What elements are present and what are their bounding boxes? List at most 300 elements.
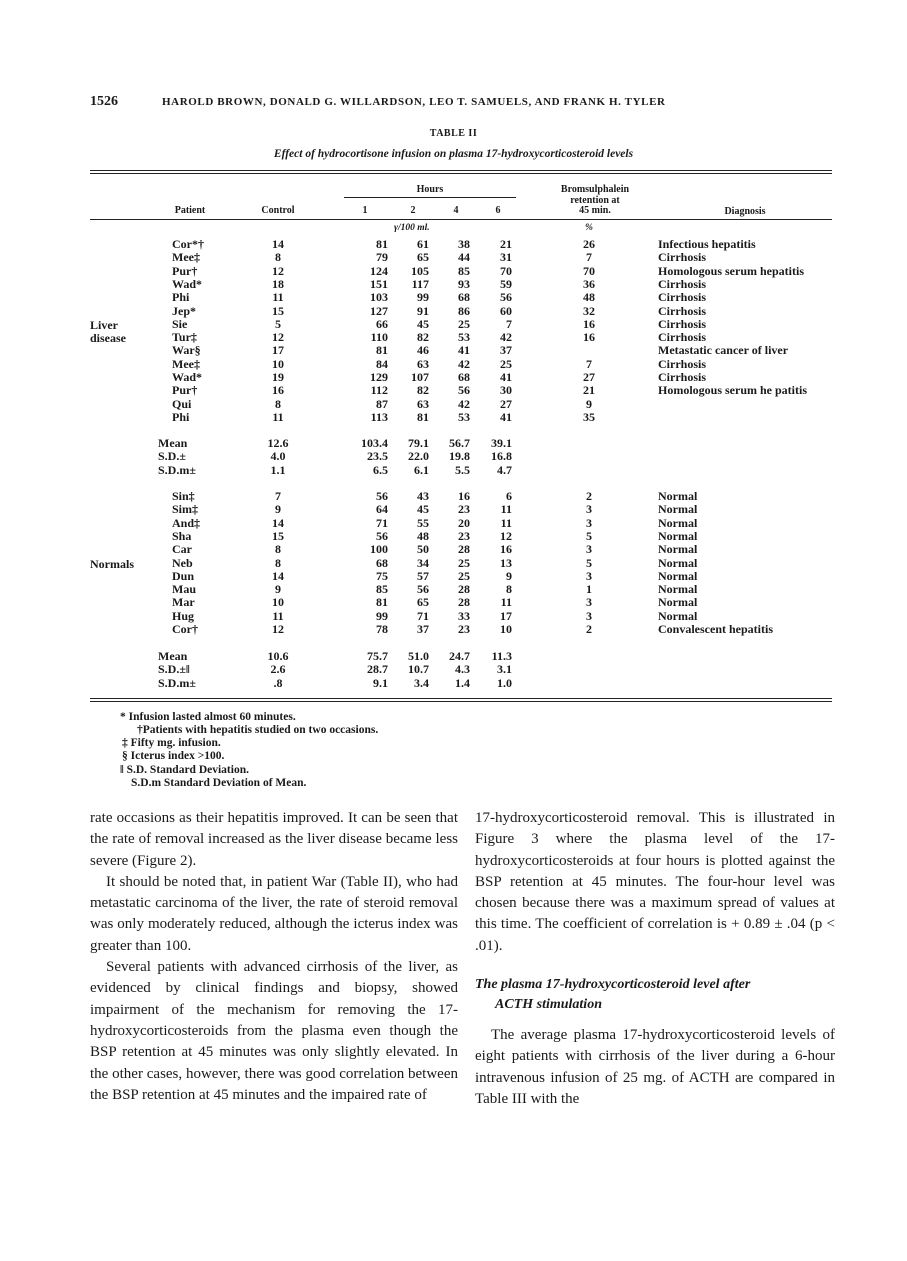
hour-4-cell: 53 (458, 409, 470, 424)
bsp-cell: 32 (583, 303, 595, 318)
hour-1-cell: 81 (376, 343, 388, 358)
table-row (0, 623, 907, 636)
diagnosis-cell: Cirrhosis (658, 316, 706, 331)
diagnosis-cell: Normal (658, 595, 698, 610)
hour-1-cell: 81 (376, 595, 388, 610)
left-paragraph-1: rate occasions as their hepatitis improved. It can be seen that the rate of removal increased as the liver disease became less severe (Figure 2). (90, 810, 458, 869)
hour-1-cell: 85 (376, 582, 388, 597)
bsp-cell: 7 (586, 250, 592, 265)
patient-cell: Phi (172, 290, 190, 305)
hour-4-cell: 68 (458, 290, 470, 305)
bsp-cell: 21 (583, 383, 595, 398)
hour-4-cell: 23 (458, 528, 470, 543)
diagnosis-cell: Normal (658, 608, 698, 623)
table-top-rule-2 (90, 173, 832, 174)
stats-row (0, 464, 907, 477)
hour-2-cell: 61 (417, 237, 429, 251)
hour-2-cell: 45 (417, 316, 429, 331)
header-diagnosis: Diagnosis (724, 206, 766, 217)
stats-row (0, 663, 907, 676)
header-bottom-rule (90, 219, 832, 220)
diagnosis-cell: Convalescent hepatitis (658, 622, 773, 636)
table-row (0, 583, 907, 596)
control-cell: 11 (272, 409, 284, 424)
table-row (0, 251, 907, 264)
patient-cell: Mee‡ (172, 250, 200, 265)
hour-1-cell: 78 (376, 622, 388, 636)
patient-cell: Jep* (172, 303, 196, 318)
hour-2-cell: 79.1 (408, 436, 429, 450)
hour-4-cell: 44 (458, 250, 470, 265)
control-cell: 15 (272, 528, 284, 543)
bsp-cell: 70 (583, 263, 595, 278)
hour-6-cell: 12 (500, 528, 512, 543)
stat-label: S.D.m± (158, 462, 196, 477)
footnote-hepatitis: †Patients with hepatitis studied on two occasions. (137, 724, 379, 736)
bsp-cell: 26 (583, 237, 595, 251)
section-heading (475, 975, 835, 1015)
header-control: Control (261, 205, 295, 216)
patient-cell: Wad* (172, 370, 203, 384)
table-row (0, 570, 907, 583)
header-bsp-line3: 45 min. (579, 205, 611, 216)
header-hours: Hours (416, 184, 444, 195)
hour-6-cell: 17 (500, 608, 512, 623)
table-row (0, 278, 907, 291)
control-cell: 11 (272, 608, 284, 623)
bsp-cell: 3 (586, 608, 592, 623)
diagnosis-cell: Normal (658, 528, 698, 543)
hour-6-cell: 21 (500, 237, 512, 251)
hour-2-cell: 99 (417, 290, 429, 305)
patient-cell: Sha (172, 528, 192, 543)
hour-1-cell: 127 (370, 303, 388, 318)
stats-row (0, 650, 907, 663)
bsp-cell: 16 (583, 330, 595, 345)
hour-6-cell: 41 (500, 370, 512, 384)
bsp-cell: 3 (586, 595, 592, 610)
diagnosis-cell: Normal (658, 542, 698, 557)
hour-2-cell: 43 (417, 489, 429, 503)
header-hour-6: 6 (495, 205, 501, 216)
table-row (0, 596, 907, 609)
hour-4-cell: 28 (458, 542, 470, 557)
hour-6-cell: 6 (506, 489, 512, 503)
control-cell: 12 (272, 330, 284, 345)
hour-1-cell: 68 (376, 555, 388, 570)
bsp-cell: 1 (586, 582, 592, 597)
hour-2-cell: 34 (417, 555, 429, 570)
hour-2-cell: 48 (417, 528, 429, 543)
diagnosis-cell: Infectious hepatitis (658, 237, 756, 251)
hour-4-cell: 68 (458, 370, 470, 384)
control-cell: 17 (272, 343, 284, 358)
stat-label: S.D.±‖ (158, 662, 190, 677)
hour-6-cell: 59 (500, 276, 512, 291)
control-cell: 10 (272, 595, 284, 610)
body-left-column (90, 808, 458, 1106)
hour-6-cell: 4.7 (497, 462, 512, 477)
hour-1-cell: 100 (370, 542, 388, 557)
stat-label: S.D.± (158, 449, 186, 464)
hour-4-cell: 1.4 (455, 675, 470, 690)
footnote-sd: ‖ S.D. Standard Deviation. (120, 764, 249, 776)
footnote-icterus: § Icterus index >100. (122, 750, 225, 762)
control-cell: 11 (272, 290, 284, 305)
section-heading-line-1: The plasma 17-hydroxycorticosteroid level after (475, 977, 751, 993)
hour-1-cell: 103.4 (361, 436, 388, 450)
hour-1-cell: 28.7 (367, 662, 388, 677)
hour-1-cell: 99 (376, 608, 388, 623)
hour-4-cell: 25 (458, 555, 470, 570)
hour-2-cell: 57 (417, 568, 429, 583)
control-cell: 10 (272, 356, 284, 371)
hour-1-cell: 84 (376, 356, 388, 371)
hour-1-cell: 56 (376, 528, 388, 543)
hour-4-cell: 25 (458, 568, 470, 583)
hour-1-cell: 81 (376, 237, 388, 251)
bsp-cell: 16 (583, 316, 595, 331)
control-cell: 9 (275, 582, 281, 597)
patient-cell: Sie (172, 316, 188, 331)
hour-1-cell: 151 (370, 276, 388, 291)
hour-1-cell: 124 (370, 263, 388, 278)
table-row (0, 305, 907, 318)
control-cell: 14 (272, 237, 284, 251)
hour-6-cell: 42 (500, 330, 512, 345)
hour-1-cell: 9.1 (373, 675, 388, 690)
stats-row (0, 677, 907, 690)
hour-6-cell: 8 (506, 582, 512, 597)
bsp-cell: 2 (586, 489, 592, 503)
hour-6-cell: 16.8 (491, 449, 512, 464)
diagnosis-cell: Normal (658, 568, 698, 583)
hour-1-cell: 110 (370, 330, 388, 345)
hour-4-cell: 53 (458, 330, 470, 345)
hour-6-cell: 56 (500, 290, 512, 305)
table-row (0, 503, 907, 516)
header-bsp-line2: retention at (570, 195, 620, 206)
hour-6-cell: 11 (500, 502, 512, 517)
hour-2-cell: 50 (417, 542, 429, 557)
hour-4-cell: 4.3 (455, 662, 470, 677)
control-cell: 8 (275, 396, 281, 411)
diagnosis-cell: Normal (658, 515, 698, 530)
section-heading-line-2: ACTH stimulation (495, 997, 602, 1013)
hour-1-cell: 75 (376, 568, 388, 583)
hour-4-cell: 25 (458, 316, 470, 331)
patient-cell: Hug (172, 608, 195, 623)
hour-4-cell: 16 (458, 489, 470, 503)
diagnosis-cell: Homologous serum he patitis (658, 383, 808, 398)
hour-6-cell: 9 (506, 568, 512, 583)
bsp-cell: 5 (586, 555, 592, 570)
control-cell: 9 (275, 502, 281, 517)
hour-4-cell: 33 (458, 608, 470, 623)
patient-cell: Mar (172, 595, 195, 610)
bsp-cell: 35 (583, 409, 595, 424)
control-cell: 5 (275, 316, 281, 331)
hour-4-cell: 19.8 (449, 449, 470, 464)
hour-2-cell: 3.4 (414, 675, 429, 690)
patient-cell: Car (172, 542, 192, 557)
patient-cell: Sim‡ (172, 502, 199, 517)
hour-4-cell: 93 (458, 276, 470, 291)
table-row (0, 557, 907, 570)
hour-4-cell: 20 (458, 515, 470, 530)
hour-2-cell: 10.7 (408, 662, 429, 677)
page-number: 1526 (90, 94, 118, 109)
hour-1-cell: 113 (370, 409, 388, 424)
unit-label: γ/100 ml. (394, 223, 430, 233)
hour-2-cell: 46 (417, 343, 429, 358)
patient-cell: Sin‡ (172, 489, 195, 503)
control-cell: 12 (272, 622, 284, 636)
control-cell: 19 (272, 370, 284, 384)
diagnosis-cell: Normal (658, 582, 698, 597)
hour-4-cell: 28 (458, 582, 470, 597)
table-row (0, 344, 907, 357)
patient-cell: Dun (172, 568, 195, 583)
hour-2-cell: 63 (417, 396, 429, 411)
patient-cell: Pur† (172, 383, 198, 398)
header-hour-1: 1 (362, 205, 368, 216)
hour-4-cell: 24.7 (449, 649, 470, 663)
hour-1-cell: 64 (376, 502, 388, 517)
diagnosis-cell: Cirrhosis (658, 250, 706, 265)
bsp-cell: 3 (586, 542, 592, 557)
hour-2-cell: 82 (417, 383, 429, 398)
hour-6-cell: 30 (500, 383, 512, 398)
table-row (0, 238, 907, 251)
table-row (0, 358, 907, 371)
hour-2-cell: 105 (411, 263, 429, 278)
hour-2-cell: 71 (417, 608, 429, 623)
hour-4-cell: 42 (458, 396, 470, 411)
stat-label: S.D.m± (158, 675, 196, 690)
stats-row (0, 437, 907, 450)
table-row (0, 411, 907, 424)
header-hour-2: 2 (410, 205, 416, 216)
hour-6-cell: 25 (500, 356, 512, 371)
hour-2-cell: 65 (417, 595, 429, 610)
header-hour-4: 4 (453, 205, 459, 216)
table-row (0, 331, 907, 344)
hour-2-cell: 65 (417, 250, 429, 265)
hour-1-cell: 129 (370, 370, 388, 384)
bsp-cell: 5 (586, 528, 592, 543)
patient-cell: Wad* (172, 276, 203, 291)
hour-6-cell: 11.3 (491, 649, 512, 663)
left-paragraph-3: Several patients with advanced cirrhosis of the liver, as evidenced by clinical findings and biopsy, showed impairment of the mechanism for removing the 17-hydroxycorticosteroids from the plasma even though the BSP retention at 45 minutes was only slightly elevated. In the other cases, however, there was good correlation between the BSP retention at 45 minutes and the impaired rate of (90, 959, 458, 1103)
hour-6-cell: 1.0 (497, 675, 512, 690)
hour-2-cell: 45 (417, 502, 429, 517)
hour-2-cell: 37 (417, 622, 429, 636)
patient-cell: Qui (172, 396, 192, 411)
stat-label: Mean (158, 649, 188, 663)
bsp-cell: 3 (586, 502, 592, 517)
footnote-infusion: * Infusion lasted almost 60 minutes. (120, 711, 296, 723)
hour-6-cell: 70 (500, 263, 512, 278)
control-cell: 1.1 (270, 462, 286, 477)
hour-6-cell: 7 (506, 316, 512, 331)
control-cell: 10.6 (267, 649, 289, 663)
table-top-rule (90, 170, 832, 171)
control-cell: 8 (275, 250, 281, 265)
table-row (0, 490, 907, 503)
table-title: Effect of hydrocortisone infusion on plasma 17-hydroxycorticosteroid levels (273, 148, 634, 160)
diagnosis-cell: Metastatic cancer of liver (658, 343, 789, 358)
stat-label: Mean (158, 436, 188, 450)
hour-6-cell: 10 (500, 622, 512, 636)
header-patient: Patient (174, 205, 206, 216)
control-cell: 12 (272, 263, 284, 278)
bsp-cell: 36 (583, 276, 595, 291)
patient-cell: Mee‡ (172, 356, 200, 371)
control-cell: 12.6 (267, 436, 289, 450)
table-row (0, 398, 907, 411)
control-cell: 16 (272, 383, 284, 398)
bsp-cell: 7 (586, 356, 592, 371)
control-cell: 7 (275, 489, 281, 503)
control-cell: .8 (273, 675, 283, 690)
diagnosis-cell: Normal (658, 555, 698, 570)
group-label-liver: Liver (90, 318, 118, 332)
diagnosis-cell: Cirrhosis (658, 303, 706, 318)
footnote-sdm: S.D.m Standard Deviation of Mean. (131, 777, 307, 789)
hour-6-cell: 41 (500, 409, 512, 424)
diagnosis-cell: Cirrhosis (658, 370, 706, 384)
stats-row (0, 450, 907, 463)
running-header-authors: HAROLD BROWN, DONALD G. WILLARDSON, LEO T. SAMUELS, AND FRANK H. TYLER (162, 96, 666, 108)
patient-cell: And‡ (172, 515, 201, 530)
hour-4-cell: 23 (458, 502, 470, 517)
hour-6-cell: 13 (500, 555, 512, 570)
table-bottom-rule-2 (90, 701, 832, 702)
right-paragraph-2: The average plasma 17-hydroxycorticosteroid levels of eight patients with cirrhosis of the liver during a 6-hour intravenous infusion of 25 mg. of ACTH are compared in Table III with the (475, 1027, 835, 1107)
hour-4-cell: 41 (458, 343, 470, 358)
control-cell: 8 (275, 555, 281, 570)
hour-6-cell: 60 (500, 303, 512, 318)
bsp-cell: 3 (586, 515, 592, 530)
diagnosis-cell: Cirrhosis (658, 356, 706, 371)
control-cell: 14 (272, 515, 284, 530)
table-label: TABLE II (429, 128, 478, 139)
hour-1-cell: 79 (376, 250, 388, 265)
hour-1-cell: 87 (376, 396, 388, 411)
hour-1-cell: 112 (370, 383, 388, 398)
hour-4-cell: 23 (458, 622, 470, 636)
hour-2-cell: 55 (417, 515, 429, 530)
diagnosis-cell: Cirrhosis (658, 330, 706, 345)
hour-6-cell: 27 (500, 396, 512, 411)
hour-6-cell: 39.1 (491, 436, 512, 450)
hour-4-cell: 86 (458, 303, 470, 318)
hour-4-cell: 42 (458, 356, 470, 371)
bsp-cell: 27 (583, 370, 595, 384)
control-cell: 14 (272, 568, 284, 583)
patient-cell: Cor*† (172, 237, 204, 251)
left-paragraph-2: It should be noted that, in patient War (Table II), who had metastatic carcinoma of the liver, the rate of steroid removal was only moderately reduced, although the icterus index was greater than 100. (90, 873, 458, 954)
hour-1-cell: 66 (376, 316, 388, 331)
table-bottom-rule (90, 698, 832, 699)
hour-4-cell: 5.5 (455, 462, 470, 477)
hour-4-cell: 56.7 (449, 436, 470, 450)
table-row (0, 371, 907, 384)
group-label-disease: disease (90, 331, 126, 345)
hour-1-cell: 6.5 (373, 462, 388, 477)
hour-2-cell: 117 (411, 276, 429, 291)
diagnosis-cell: Homologous serum hepatitis (658, 263, 805, 278)
bsp-cell: 9 (586, 396, 592, 411)
table-row (0, 291, 907, 304)
table-row (0, 610, 907, 623)
hour-2-cell: 91 (417, 303, 429, 318)
control-cell: 4.0 (270, 449, 286, 464)
hour-2-cell: 63 (417, 356, 429, 371)
control-cell: 2.6 (270, 662, 286, 677)
hour-6-cell: 37 (500, 343, 512, 358)
hour-6-cell: 11 (500, 515, 512, 530)
percent-label: % (585, 223, 593, 233)
hour-2-cell: 51.0 (408, 649, 429, 663)
hour-1-cell: 75.7 (367, 649, 388, 663)
diagnosis-cell: Cirrhosis (658, 276, 706, 291)
hour-2-cell: 22.0 (408, 449, 429, 464)
bsp-cell: 48 (583, 290, 595, 305)
diagnosis-cell: Normal (658, 489, 698, 503)
group-label-normals: Normals (90, 557, 134, 571)
patient-cell: War§ (172, 343, 201, 358)
hour-2-cell: 81 (417, 409, 429, 424)
diagnosis-cell: Normal (658, 502, 698, 517)
table-row (0, 530, 907, 543)
patient-cell: Pur† (172, 263, 198, 278)
control-cell: 8 (275, 542, 281, 557)
hour-2-cell: 107 (411, 370, 429, 384)
table-row (0, 318, 907, 331)
hour-6-cell: 11 (500, 595, 512, 610)
hour-2-cell: 82 (417, 330, 429, 345)
bsp-cell: 3 (586, 568, 592, 583)
hours-rule (344, 197, 516, 198)
table-row (0, 265, 907, 278)
hour-4-cell: 38 (458, 237, 470, 251)
hour-4-cell: 28 (458, 595, 470, 610)
hour-4-cell: 85 (458, 263, 470, 278)
hour-4-cell: 56 (458, 383, 470, 398)
table-row (0, 384, 907, 397)
right-paragraph-1: 17-hydroxycorticosteroid removal. This is illustrated in Figure 3 where the plasma level of the 17-hydroxycorticosteroids at four hours is plotted against the BSP retention at 45 minutes. The four-hour level was chosen because there was a maximum spread of values at this time. The coefficient of correlation is + 0.89 ± .04 (p < .01). (475, 810, 835, 954)
table-row (0, 543, 907, 556)
hour-1-cell: 56 (376, 489, 388, 503)
patient-cell: Phi (172, 409, 190, 424)
hour-1-cell: 71 (376, 515, 388, 530)
hour-6-cell: 16 (500, 542, 512, 557)
header-bsp-line1: Bromsulphalein (560, 184, 630, 195)
hour-6-cell: 3.1 (497, 662, 512, 677)
hour-2-cell: 56 (417, 582, 429, 597)
hour-2-cell: 6.1 (414, 462, 429, 477)
patient-cell: Cor† (172, 622, 198, 636)
patient-cell: Neb (172, 555, 193, 570)
control-cell: 15 (272, 303, 284, 318)
hour-1-cell: 23.5 (367, 449, 388, 464)
diagnosis-cell: Cirrhosis (658, 290, 706, 305)
patient-cell: Mau (172, 582, 196, 597)
hour-6-cell: 31 (500, 250, 512, 265)
hour-1-cell: 103 (370, 290, 388, 305)
